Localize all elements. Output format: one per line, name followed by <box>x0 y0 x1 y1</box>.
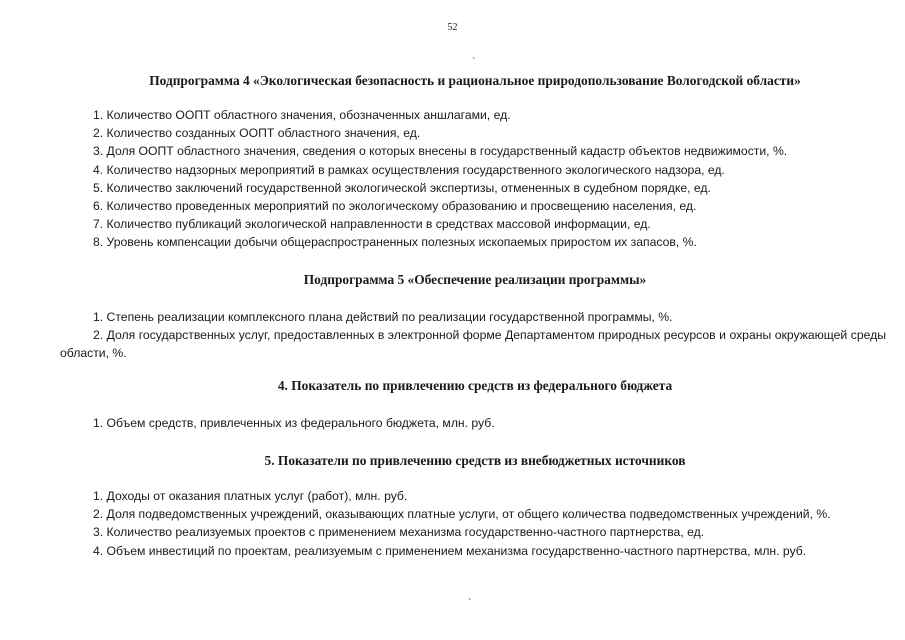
federal-budget-indicator-list <box>60 414 886 432</box>
list-item: 8. Уровень компенсации добычи общераспространенных полезных ископаемых приростом их запасов, %. <box>93 235 697 250</box>
section-heading-subprogram-4: Подпрограмма 4 «Экологическая безопасность и рациональное природопользование Вологодской области» <box>149 73 801 88</box>
section-heading-federal-budget: 4. Показатель по привлечению средств из федерального бюджета <box>277 378 673 393</box>
list-item: 1. Доходы от оказания платных услуг (работ), млн. руб. <box>93 489 408 503</box>
list-item: 2. Количество созданных ООПТ областного значения, ед. <box>93 126 421 141</box>
section-heading-extrabudgetary: 5. Показатели по привлечению средств из внебюджетных источников <box>264 453 686 468</box>
subprogram-5-indicator-list <box>60 308 886 363</box>
list-item: 4. Объем инвестиций по проектам, реализуемым с применением механизма государственно-частного партнерства, млн. руб. <box>93 543 807 558</box>
list-item: 2. Доля подведомственных учреждений, оказывающих платные услуги, от общего количества подведомственных учреждений, %. <box>93 507 831 522</box>
list-item: 1. Степень реализации комплексного плана действий по реализации государственной программы, %. <box>93 310 673 324</box>
list-item: 5. Количество заключений государственной экологической экспертизы, отмененных в судебном порядке, ед. <box>93 180 711 195</box>
scan-mark-bottom: ` <box>468 598 472 609</box>
section-heading-subprogram-5: Подпрограмма 5 «Обеспечение реализации программы» <box>303 272 647 287</box>
page-number: 52 <box>447 22 458 33</box>
list-item: 2. Доля государственных услуг, предоставленных в электронной форме Департаментом природных ресурсов и охраны окружающей среды области, %. <box>60 328 886 361</box>
extrabudgetary-indicator-list <box>60 487 886 560</box>
list-item: 3. Количество реализуемых проектов с применением механизма государственно-частного партнерства, ед. <box>93 525 705 540</box>
subprogram-4-indicator-list <box>60 106 886 252</box>
list-item: 6. Количество проведенных мероприятий по экологическому образованию и просвещению населения, ед. <box>93 199 697 214</box>
list-item: 3. Доля ООПТ областного значения, сведения о которых внесены в государственный кадастр объектов недвижимости, %. <box>93 144 788 159</box>
list-item: 7. Количество публикаций экологической направленности в средствах массовой информации, ед. <box>93 217 651 232</box>
list-item: 1. Объем средств, привлеченных из федерального бюджета, млн. руб. <box>93 416 495 430</box>
scan-mark-top: ` <box>472 57 476 68</box>
list-item: 1. Количество ООПТ областного значения, обозначенных аншлагами, ед. <box>93 108 511 122</box>
list-item: 4. Количество надзорных мероприятий в рамках осуществления государственного экологического надзора, ед. <box>93 162 725 177</box>
